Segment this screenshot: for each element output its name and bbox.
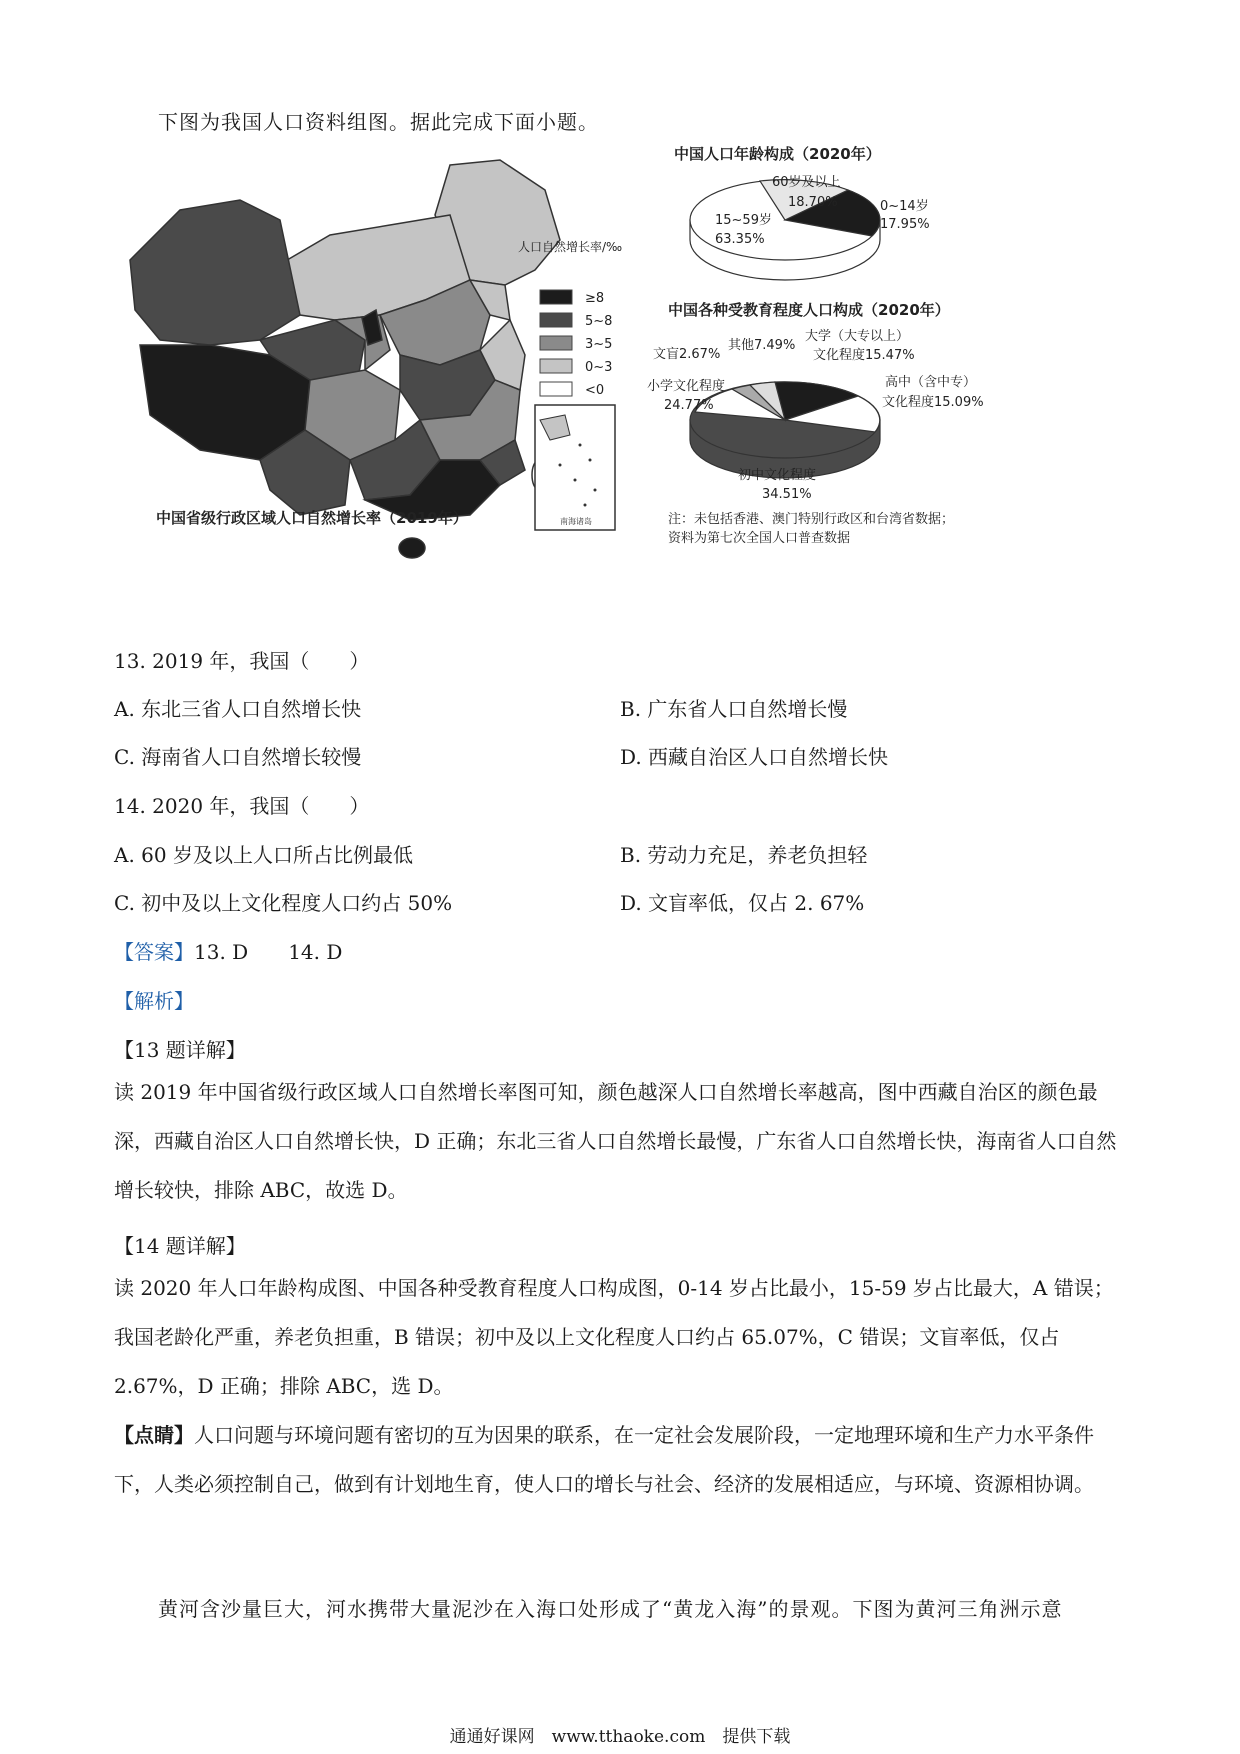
edu-pie xyxy=(647,328,984,502)
question-14-option-d: D. 文盲率低，仅占 2. 67% xyxy=(620,891,865,915)
age-label: 63.35% xyxy=(715,232,765,247)
tip-paragraph xyxy=(114,1411,1126,1509)
figure-note: 资料为第七次全国人口普查数据 xyxy=(668,531,851,546)
figure-note: 注：未包括香港、澳门特别行政区和台湾省数据； xyxy=(668,512,955,527)
question-14-option-c: C. 初中及以上文化程度人口约占 50% xyxy=(114,891,453,915)
edu-label: 文化程度15.09% xyxy=(882,395,984,410)
age-label: 17.95% xyxy=(880,217,930,232)
edu-label: 大学（大专以上） xyxy=(805,329,910,344)
question-13-option-d: D. 西藏自治区人口自然增长快 xyxy=(620,745,889,769)
legend-swatch xyxy=(540,313,572,327)
legend-swatch xyxy=(540,359,572,373)
edu-label: 其他7.49% xyxy=(728,338,796,353)
edu-label: 34.51% xyxy=(762,487,812,502)
legend-label: <0 xyxy=(585,383,605,398)
legend-swatch xyxy=(540,290,572,304)
age-label: 15~59岁 xyxy=(715,213,772,228)
question-13-option-b: B. 广东省人口自然增长慢 xyxy=(620,697,848,721)
answer-label: 【答案】 xyxy=(114,940,194,964)
tip-label: 【点睛】 xyxy=(114,1423,194,1447)
legend-swatch xyxy=(540,382,572,396)
edu-label: 高中（含中专） xyxy=(885,375,977,390)
detail-13-text: 读 2019 年中国省级行政区域人口自然增长率图可知，颜色越深人口自然增长率越高，图中西藏自治区的颜色最深，西藏自治区人口自然增长快，D 正确；东北三省人口自然增长最慢，广东省人口自然增长快，海南省人口自然增长较快，排除 ABC，故选 D。 xyxy=(114,1080,1117,1202)
legend-swatch xyxy=(540,336,572,350)
edu-chart-title: 中国各种受教育程度人口构成（2020年） xyxy=(668,301,950,319)
map-caption: 中国省级行政区域人口自然增长率（2019年） xyxy=(156,509,468,527)
analysis-label: 【解析】 xyxy=(114,989,194,1013)
china-map xyxy=(130,160,560,558)
answer-value: 13. D 14. D xyxy=(194,940,343,964)
age-label: 0~14岁 xyxy=(880,199,929,214)
age-label: 60岁及以上 xyxy=(772,175,841,190)
question-14-stem: 14. 2020 年，我国（ ） xyxy=(114,794,370,818)
intro-text: 下图为我国人口资料组图。据此完成下面小题。 xyxy=(158,110,599,134)
legend-label: 3~5 xyxy=(585,337,613,352)
question-13-option-a: A. 东北三省人口自然增长快 xyxy=(114,697,362,721)
detail-14-title: 【14 题详解】 xyxy=(114,1234,246,1258)
edu-label: 文盲2.67% xyxy=(653,347,721,362)
edu-label: 文化程度15.47% xyxy=(813,348,915,363)
edu-label: 初中文化程度 xyxy=(738,468,817,483)
page-footer: 通通好课网 www.tthaoke.com 提供下载 xyxy=(449,1727,791,1747)
age-chart-title: 中国人口年龄构成（2020年） xyxy=(674,145,881,163)
detail-13-title: 【13 题详解】 xyxy=(114,1038,246,1062)
legend-label: ≥8 xyxy=(585,291,605,306)
age-pie xyxy=(690,174,930,280)
edu-label: 24.77% xyxy=(664,398,714,413)
legend-title: 人口自然增长率/‰ xyxy=(518,240,623,254)
question-13-stem: 13. 2019 年，我国（ ） xyxy=(114,649,370,673)
inset-label: 南海诸岛 xyxy=(560,517,592,526)
next-section-intro: 黄河含沙量巨大，河水携带大量泥沙在入海口处形成了“黄龙入海”的景观。下图为黄河三角洲示意 xyxy=(158,1597,1063,1621)
legend-label: 5~8 xyxy=(585,314,613,329)
answer-line xyxy=(114,936,342,965)
legend-label: 0~3 xyxy=(585,360,613,375)
edu-label: 小学文化程度 xyxy=(647,379,726,394)
tip-text: 人口问题与环境问题有密切的互为因果的联系，在一定社会发展阶段，一定地理环境和生产力水平条件下，人类必须控制自己，做到有计划地生育，使人口的增长与社会、经济的发展相适应，与环境、资源相协调。 xyxy=(114,1423,1094,1496)
question-13-option-c: C. 海南省人口自然增长较慢 xyxy=(114,745,362,769)
population-figure xyxy=(120,140,1120,620)
south-sea-inset xyxy=(535,405,615,530)
question-14-option-b: B. 劳动力充足，养老负担轻 xyxy=(620,843,868,867)
age-label: 18.70% xyxy=(788,195,838,210)
detail-14-text: 读 2020 年人口年龄构成图、中国各种受教育程度人口构成图，0-14 岁占比最小，15-59 岁占比最大，A 错误；我国老龄化严重，养老负担重，B 错误；初中及以上文化程度人口约占 65.07%，C 错误；文盲率低，仅占 2.67%，D 正确；排除 ABC，选 D。 xyxy=(114,1276,1114,1398)
question-14-option-a: A. 60 岁及以上人口所占比例最低 xyxy=(114,843,413,867)
